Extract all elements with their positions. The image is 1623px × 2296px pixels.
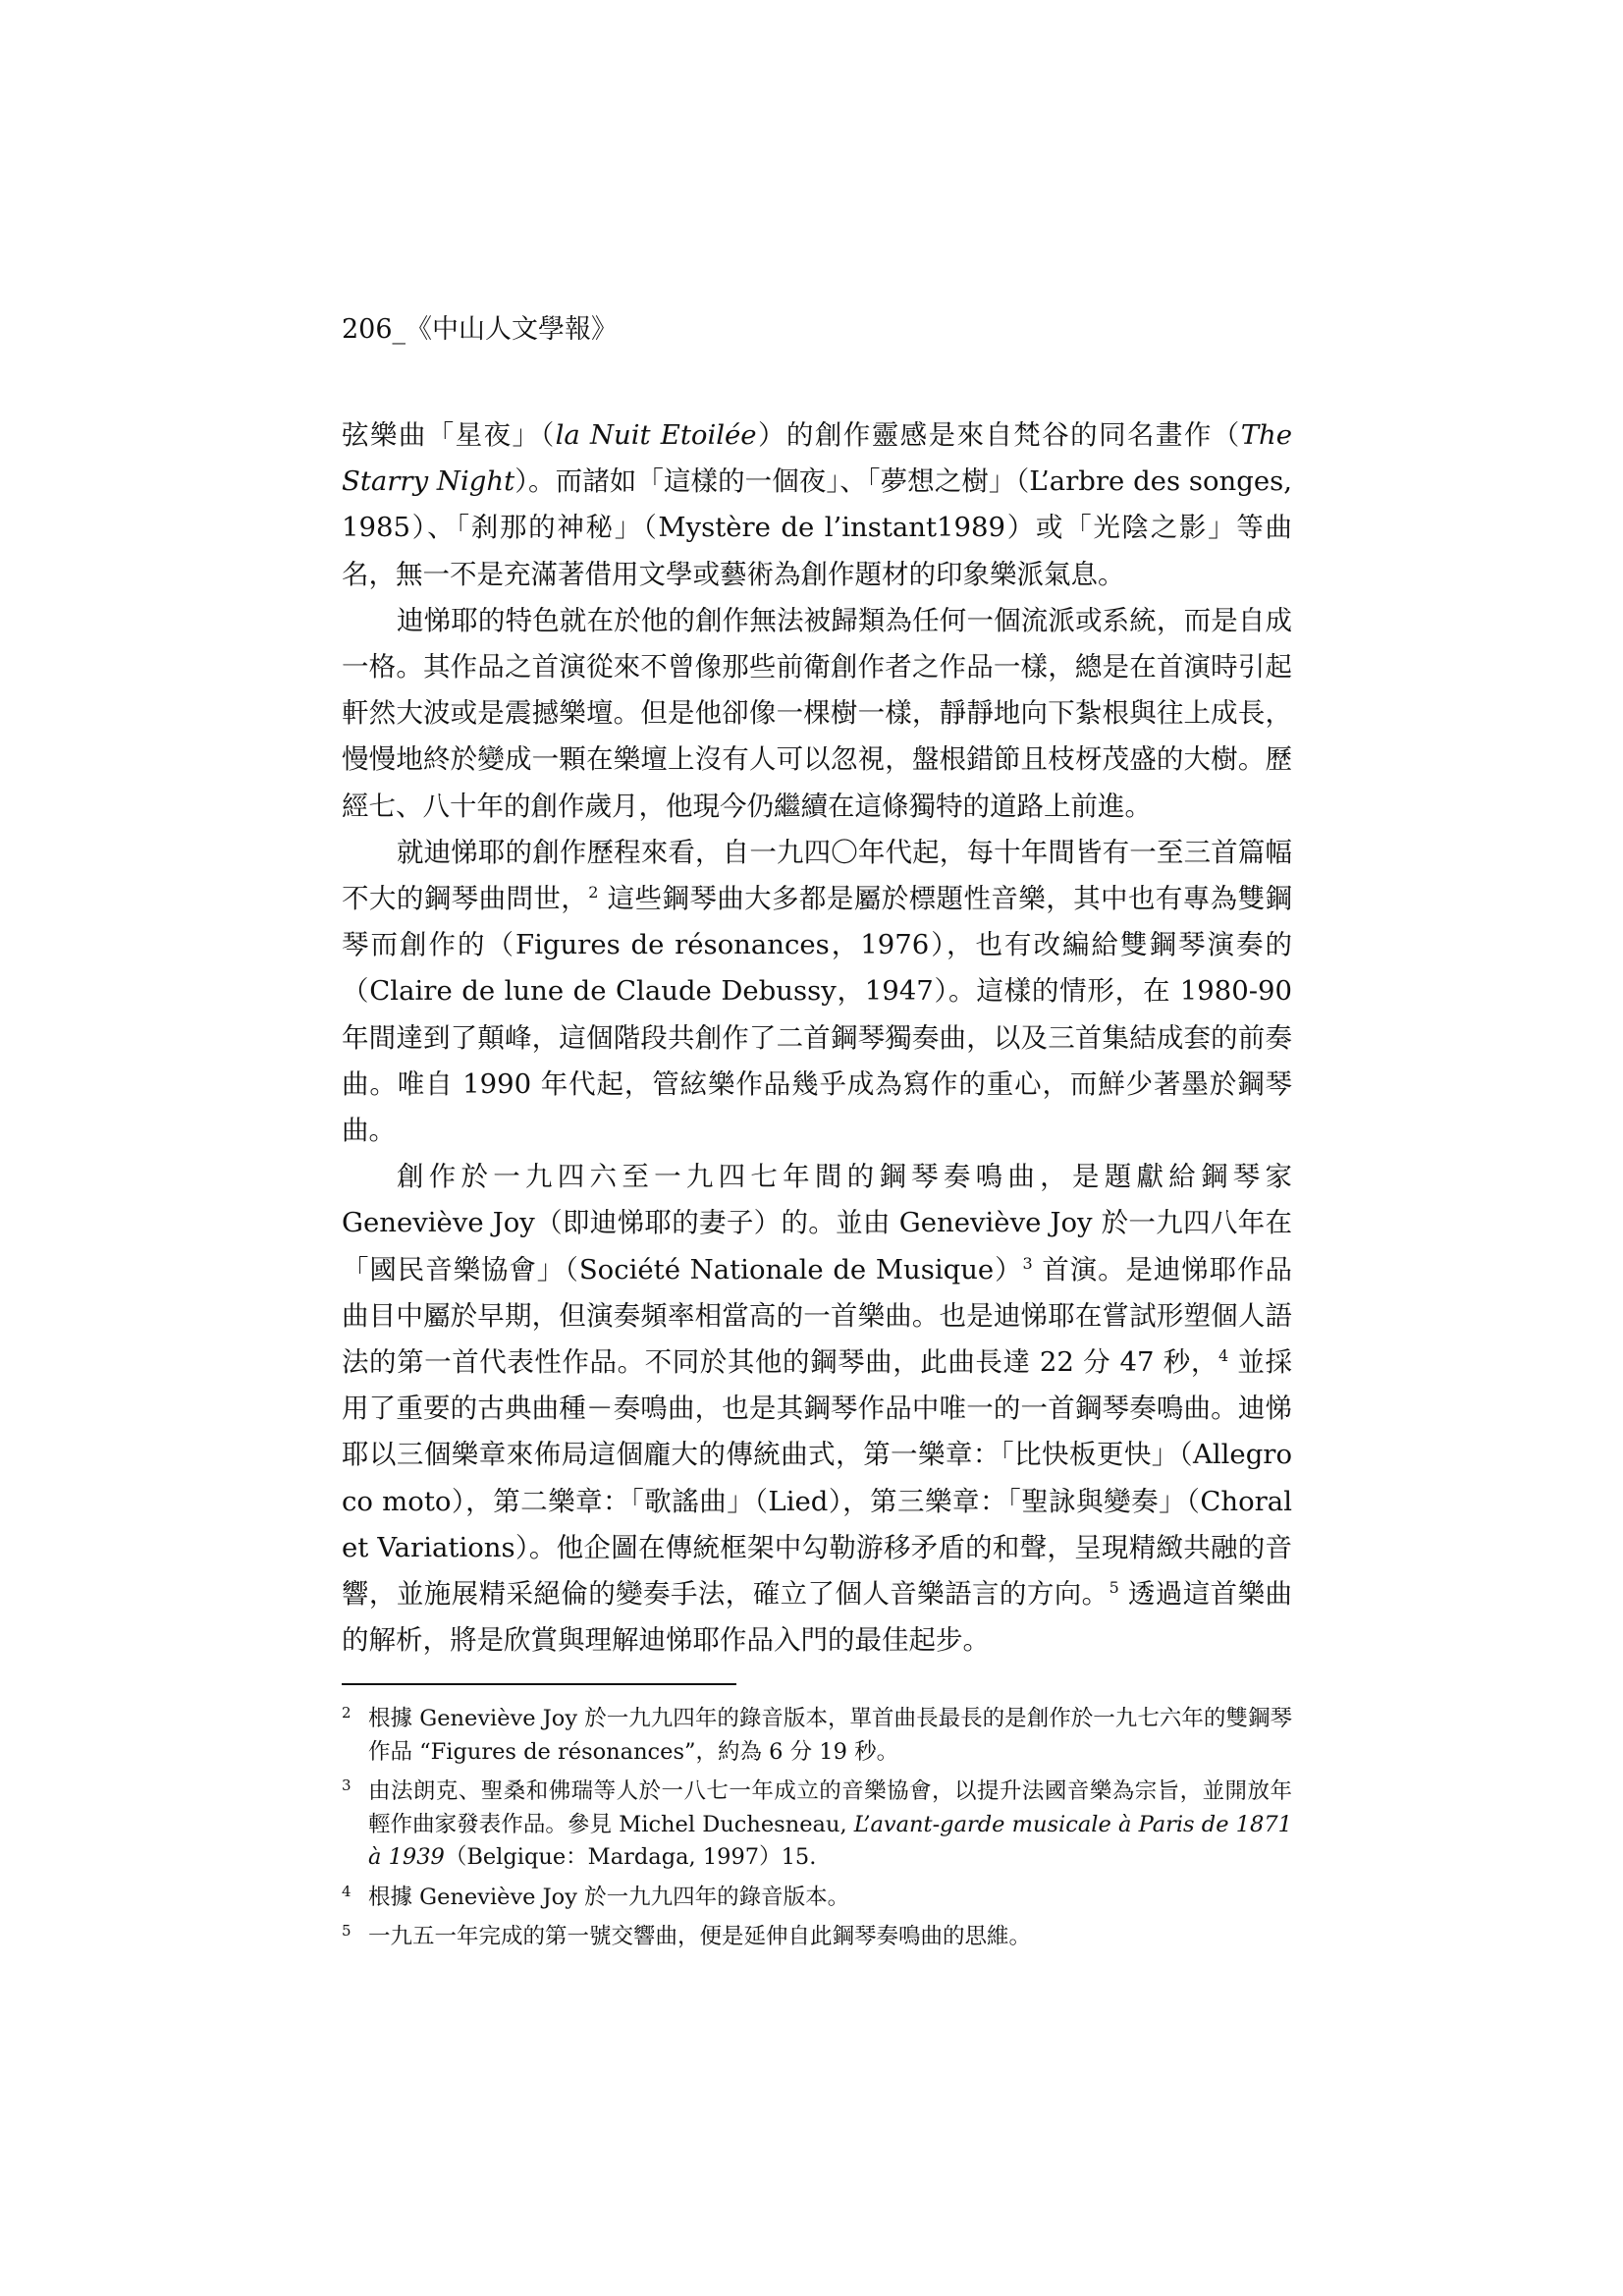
text-run: 並採用了重要的古典曲種－奏鳴曲，也是其鋼琴作品中唯一的一首鋼琴奏鳴曲。迪悌耶以三個樂章來佈局這個龐大的傳統曲式，第一樂章：「比快板更快」（Allegro co moto），第二樂章：「歌謠曲」（Lied），第三樂章：「聖詠與變奏」（Choral et Variations）。他企圖在傳統框架中勾勒游移矛盾的和聲，呈現精緻共融的音響，並施展精采絕倫的變奏手法，確立了個人音樂語言的方向。 <box>342 1346 1292 1611</box>
footnote-text: 根據 Geneviève Joy 於一九九四年的錄音版本。 <box>368 1884 850 1910</box>
text-run: 透過這首樂曲的解析，將是欣賞與理解迪悌耶作品入門的最佳起步。 <box>342 1578 1292 1657</box>
footnote-text: （Belgique：Mardaga, 1997）15. <box>444 1844 817 1870</box>
text-run: 弦樂曲「星夜」（ <box>342 419 556 451</box>
footnote-text: 由法朗克、聖桑和佛瑞等人於一八七一年成立的音樂協會，以提升法國音樂為宗旨，並開放年輕作曲家發表作品。參見 Michel Duchesneau, <box>368 1778 1292 1837</box>
footnote-number: 4 <box>342 1882 352 1900</box>
italic-title: L’avant-garde musicale à Paris de 1871 à 1939 <box>368 1811 1292 1870</box>
footnote <box>342 1882 1292 1915</box>
footnote-reference: 5 <box>1109 1577 1119 1597</box>
footnote <box>342 1776 1292 1875</box>
footnote-number: 3 <box>342 1777 352 1794</box>
footnote <box>342 1921 1292 1954</box>
text-run: 首演。是迪悌耶作品曲目中屬於早期，但演奏頻率相當高的一首樂曲。也是迪悌耶在嘗試形塑個人語法的第一首代表性作品。不同於其他的鋼琴曲，此曲長達 22 分 47 秒， <box>342 1253 1292 1379</box>
italic-title: The Starry Night <box>342 419 1293 498</box>
body-paragraph <box>342 830 1292 1154</box>
italic-title: la Nuit Etoilée <box>555 419 757 451</box>
text-run: 迪悌耶的特色就在於他的創作無法被歸類為任何一個流派或系統，而是自成一格。其作品之首演從來不曾像那些前衛創作者之作品一樣，總是在首演時引起軒然大波或是震撼樂壇。但是他卻像一棵樹一樣，靜靜地向下紮根與往上成長，慢慢地終於變成一顆在樂壇上沒有人可以忽視，盤根錯節且枝枒茂盛的大樹。歷經七、八十年的創作歲月，他現今仍繼續在這條獨特的道路上前進。 <box>342 604 1292 822</box>
text-run: ）的創作靈感是來自梵谷的同名畫作（ <box>756 419 1241 451</box>
body-paragraph <box>342 412 1292 598</box>
footnotes-section <box>342 1703 1292 1961</box>
footnote-text: 根據 Geneviève Joy 於一九九四年的錄音版本，單首曲長最長的是創作於一九七六年的雙鋼琴作品 “Figures de résonances”，約為 6 分 19 秒。 <box>368 1706 1292 1765</box>
text-run: ）。而諸如「這樣的一個夜」、「夢想之樹」（L’arbre des songes, 1985）、「刹那的神秘」（Mystère de l’instant1989）或「光陰之影」等曲名，無一不是充滿著借用文學或藝術為創作題材的印象樂派氣息。 <box>342 465 1293 590</box>
footnote-divider <box>342 1683 736 1685</box>
footnote-reference: 3 <box>1022 1253 1033 1273</box>
body-paragraph <box>342 1154 1292 1664</box>
body-paragraph <box>342 598 1292 830</box>
text-run: 創作於一九四六至一九四七年間的鋼琴奏鳴曲，是題獻給鋼琴家 Geneviève Joy（即迪悌耶的妻子）的。並由 Geneviève Joy 於一九四八年在「國民音樂協會」（Société Nationale de Musique） <box>342 1161 1292 1285</box>
footnote-reference: 2 <box>588 882 599 902</box>
footnote-text: 一九五一年完成的第一號交響曲，便是延伸自此鋼琴奏鳴曲的思維。 <box>368 1924 1032 1949</box>
footnote-number: 2 <box>342 1704 352 1722</box>
footnote-number: 5 <box>342 1922 352 1940</box>
footnote-reference: 4 <box>1217 1345 1229 1365</box>
running-header: 206_《中山人文學報》 <box>342 314 619 345</box>
text-run: 這些鋼琴曲大多都是屬於標題性音樂，其中也有專為雙鋼琴而創作的（Figures de résonances，1976），也有改編給雙鋼琴演奏的（Claire de lune de Claude Debussy，1947）。這樣的情形，在 1980-90 年間達到了顛峰，這個階段共創作了二首鋼琴獨奏曲，以及三首集結成套的前奏曲。唯自 1990 年代起，管絃樂作品幾乎成為寫作的重心，而鮮少著墨於鋼琴曲。 <box>342 883 1293 1147</box>
footnote <box>342 1703 1292 1769</box>
article-body <box>342 412 1292 1664</box>
text-run: 就迪悌耶的創作歷程來看，自一九四〇年代起，每十年間皆有一至三首篇幅不大的鋼琴曲問世， <box>342 836 1292 915</box>
